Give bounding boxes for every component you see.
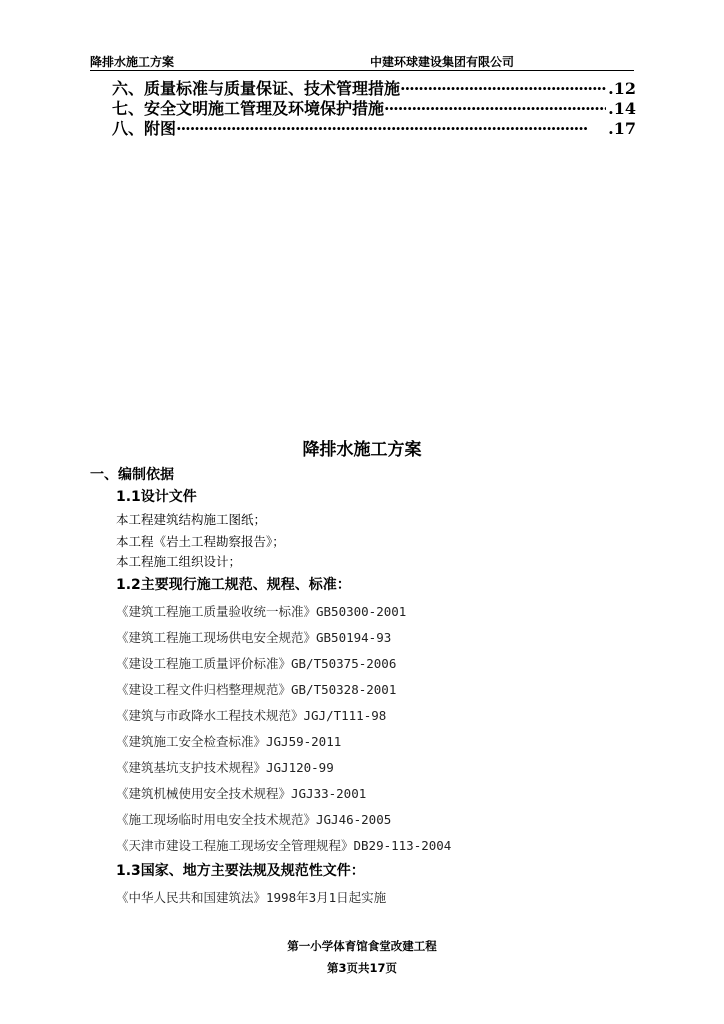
section-heading: 一、编制依据 (90, 467, 174, 483)
toc-entry (112, 116, 636, 138)
standard-item: 《建设工程施工质量评价标准》GB/T50375-2006 (116, 656, 397, 671)
standard-item: 《建筑机械使用安全技术规程》JGJ33-2001 (116, 786, 367, 801)
toc-entry-page: .12 (608, 79, 636, 98)
toc-entry (112, 96, 636, 118)
standard-item: 《建设工程文件归档整理规范》GB/T50328-2001 (116, 682, 397, 697)
subsection-heading: 1.2主要现行施工规范、规程、标准： (116, 577, 351, 593)
standard-item: 《天津市建设工程施工现场安全管理规程》DB29-113-2004 (116, 838, 452, 853)
standard-item: 《建筑工程施工质量验收统一标准》GB50300-2001 (116, 604, 407, 619)
page-header (90, 52, 634, 71)
toc-entry-title: 七、安全文明施工管理及环境保护措施 (112, 99, 385, 118)
design-doc-item: 本工程建筑结构施工图纸； (116, 512, 267, 527)
toc-entry-page: .14 (608, 99, 636, 118)
footer-project-name: 第一小学体育馆食堂改建工程 (287, 939, 437, 953)
standard-item: 《建筑与市政降水工程技术规范》JGJ/T111-98 (116, 708, 387, 723)
standard-item: 《建筑施工安全检查标准》JGJ59-2011 (116, 734, 342, 749)
toc-entry-title: 六、质量标准与质量保证、技术管理措施 (112, 79, 401, 98)
design-doc-item: 本工程施工组织设计； (116, 554, 242, 569)
standard-item: 《建筑工程施工现场供电安全规范》GB50194-93 (116, 630, 392, 645)
toc-entry (112, 76, 636, 98)
standard-item: 《建筑基坑支护技术规程》JGJ120-99 (116, 760, 334, 775)
design-doc-item: 本工程《岩土工程勘察报告》； (116, 534, 285, 549)
toc-leader-dots (176, 119, 606, 138)
standard-item: 《施工现场临时用电安全技术规范》JGJ46-2005 (116, 812, 392, 827)
subsection-heading: 1.1设计文件 (116, 489, 197, 505)
regulation-item: 《中华人民共和国建筑法》1998年3月1日起实施 (116, 890, 387, 905)
document-title: 降排水施工方案 (302, 440, 422, 460)
toc-entry-page: .17 (608, 119, 636, 138)
header-company-name: 中建环球建设集团有限公司 (370, 55, 515, 69)
footer-page-number: 第3页共17页 (326, 961, 397, 975)
toc-entry-title: 八、附图 (112, 119, 177, 138)
header-doc-name: 降排水施工方案 (90, 55, 175, 69)
subsection-heading: 1.3国家、地方主要法规及规范性文件： (116, 863, 365, 879)
